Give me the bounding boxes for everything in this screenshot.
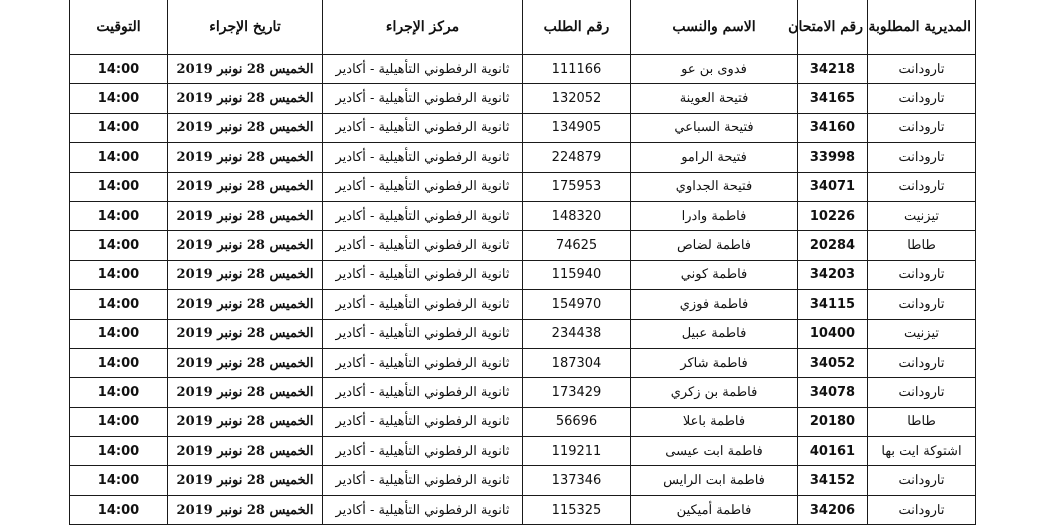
cell-directorate: تارودانت <box>868 378 976 407</box>
cell-center: ثانوية الرفطوني التأهيلية - أكادير <box>323 55 523 84</box>
cell-center: ثانوية الرفطوني التأهيلية - أكادير <box>323 466 523 495</box>
cell-date: الخميس 28 نونبر 2019 <box>168 407 323 436</box>
cell-name: فاطمة ابت الرايس <box>631 466 798 495</box>
cell-center: ثانوية الرفطوني التأهيلية - أكادير <box>323 495 523 524</box>
cell-directorate: تارودانت <box>868 260 976 289</box>
cell-exam-no: 34206 <box>798 495 868 524</box>
cell-directorate: تارودانت <box>868 55 976 84</box>
cell-date: الخميس 28 نونبر 2019 <box>168 466 323 495</box>
cell-request-no: 137346 <box>523 466 631 495</box>
cell-date: الخميس 28 نونبر 2019 <box>168 348 323 377</box>
cell-exam-no: 40161 <box>798 437 868 466</box>
cell-date: الخميس 28 نونبر 2019 <box>168 319 323 348</box>
cell-name: فاطمة شاكر <box>631 348 798 377</box>
header-exam-no: رقم الامتحان <box>798 0 868 55</box>
cell-exam-no: 34052 <box>798 348 868 377</box>
table-row <box>70 201 976 230</box>
cell-exam-no: 34078 <box>798 378 868 407</box>
cell-request-no: 111166 <box>523 55 631 84</box>
cell-date: الخميس 28 نونبر 2019 <box>168 290 323 319</box>
cell-time: 14:00 <box>70 231 168 260</box>
cell-time: 14:00 <box>70 466 168 495</box>
table-row <box>70 143 976 172</box>
cell-date: الخميس 28 نونبر 2019 <box>168 143 323 172</box>
table-row <box>70 260 976 289</box>
table-row <box>70 466 976 495</box>
header-center: مركز الإجراء <box>323 0 523 55</box>
cell-time: 14:00 <box>70 113 168 142</box>
cell-request-no: 173429 <box>523 378 631 407</box>
cell-request-no: 74625 <box>523 231 631 260</box>
cell-center: ثانوية الرفطوني التأهيلية - أكادير <box>323 260 523 289</box>
cell-center: ثانوية الرفطوني التأهيلية - أكادير <box>323 378 523 407</box>
table-row <box>70 495 976 524</box>
cell-name: فاطمة ابت عيسى <box>631 437 798 466</box>
cell-name: فاطمة عبيل <box>631 319 798 348</box>
cell-name: فاطمة أميكين <box>631 495 798 524</box>
cell-request-no: 115940 <box>523 260 631 289</box>
cell-date: الخميس 28 نونبر 2019 <box>168 495 323 524</box>
cell-center: ثانوية الرفطوني التأهيلية - أكادير <box>323 319 523 348</box>
cell-center: ثانوية الرفطوني التأهيلية - أكادير <box>323 84 523 113</box>
table-row <box>70 172 976 201</box>
cell-name: فتيحة الرامو <box>631 143 798 172</box>
cell-exam-no: 34160 <box>798 113 868 142</box>
cell-name: فاطمة لضاص <box>631 231 798 260</box>
cell-center: ثانوية الرفطوني التأهيلية - أكادير <box>323 143 523 172</box>
cell-time: 14:00 <box>70 201 168 230</box>
cell-directorate: تارودانت <box>868 290 976 319</box>
cell-directorate: تيزنيت <box>868 319 976 348</box>
cell-center: ثانوية الرفطوني التأهيلية - أكادير <box>323 290 523 319</box>
cell-name: فاطمة وادرا <box>631 201 798 230</box>
cell-request-no: 187304 <box>523 348 631 377</box>
cell-directorate: تارودانت <box>868 495 976 524</box>
cell-time: 14:00 <box>70 348 168 377</box>
cell-time: 14:00 <box>70 378 168 407</box>
cell-time: 14:00 <box>70 319 168 348</box>
cell-name: فاطمة بن زكري <box>631 378 798 407</box>
cell-exam-no: 10400 <box>798 319 868 348</box>
cell-center: ثانوية الرفطوني التأهيلية - أكادير <box>323 407 523 436</box>
cell-time: 14:00 <box>70 437 168 466</box>
cell-directorate: تارودانت <box>868 143 976 172</box>
cell-date: الخميس 28 نونبر 2019 <box>168 231 323 260</box>
cell-directorate: تارودانت <box>868 466 976 495</box>
cell-time: 14:00 <box>70 290 168 319</box>
cell-name: فتيحة الجداوي <box>631 172 798 201</box>
cell-date: الخميس 28 نونبر 2019 <box>168 84 323 113</box>
cell-date: الخميس 28 نونبر 2019 <box>168 437 323 466</box>
header-directorate: المديرية المطلوبة <box>868 0 976 55</box>
header-time: التوقيت <box>70 0 168 55</box>
cell-directorate: اشتوكة ايت بها <box>868 437 976 466</box>
table-row <box>70 113 976 142</box>
cell-request-no: 175953 <box>523 172 631 201</box>
header-name: الاسم والنسب <box>631 0 798 55</box>
cell-name: فتيحة العوينة <box>631 84 798 113</box>
table-body <box>70 55 976 525</box>
table-row <box>70 231 976 260</box>
cell-center: ثانوية الرفطوني التأهيلية - أكادير <box>323 348 523 377</box>
cell-directorate: تارودانت <box>868 172 976 201</box>
cell-center: ثانوية الرفطوني التأهيلية - أكادير <box>323 201 523 230</box>
cell-directorate: طاطا <box>868 231 976 260</box>
table-row <box>70 84 976 113</box>
candidates-table <box>69 0 976 525</box>
cell-directorate: تارودانت <box>868 84 976 113</box>
cell-time: 14:00 <box>70 84 168 113</box>
table-row <box>70 55 976 84</box>
cell-date: الخميس 28 نونبر 2019 <box>168 113 323 142</box>
candidates-table-page <box>69 0 975 525</box>
cell-exam-no: 20284 <box>798 231 868 260</box>
table-row <box>70 437 976 466</box>
cell-exam-no: 34115 <box>798 290 868 319</box>
cell-directorate: طاطا <box>868 407 976 436</box>
cell-name: فتيحة السباعي <box>631 113 798 142</box>
cell-center: ثانوية الرفطوني التأهيلية - أكادير <box>323 231 523 260</box>
cell-exam-no: 20180 <box>798 407 868 436</box>
cell-date: الخميس 28 نونبر 2019 <box>168 201 323 230</box>
cell-directorate: تارودانت <box>868 348 976 377</box>
cell-name: فاطمة باعلا <box>631 407 798 436</box>
cell-date: الخميس 28 نونبر 2019 <box>168 172 323 201</box>
table-row <box>70 378 976 407</box>
cell-request-no: 224879 <box>523 143 631 172</box>
cell-exam-no: 10226 <box>798 201 868 230</box>
cell-time: 14:00 <box>70 260 168 289</box>
cell-exam-no: 34203 <box>798 260 868 289</box>
cell-request-no: 148320 <box>523 201 631 230</box>
cell-time: 14:00 <box>70 495 168 524</box>
cell-request-no: 56696 <box>523 407 631 436</box>
cell-date: الخميس 28 نونبر 2019 <box>168 55 323 84</box>
table-row <box>70 319 976 348</box>
cell-request-no: 234438 <box>523 319 631 348</box>
cell-exam-no: 34071 <box>798 172 868 201</box>
table-row <box>70 348 976 377</box>
cell-time: 14:00 <box>70 407 168 436</box>
cell-request-no: 154970 <box>523 290 631 319</box>
cell-center: ثانوية الرفطوني التأهيلية - أكادير <box>323 113 523 142</box>
cell-center: ثانوية الرفطوني التأهيلية - أكادير <box>323 437 523 466</box>
cell-time: 14:00 <box>70 143 168 172</box>
table-header-row <box>70 0 976 55</box>
header-request-no: رقم الطلب <box>523 0 631 55</box>
cell-request-no: 134905 <box>523 113 631 142</box>
cell-time: 14:00 <box>70 55 168 84</box>
cell-request-no: 115325 <box>523 495 631 524</box>
cell-exam-no: 34165 <box>798 84 868 113</box>
cell-center: ثانوية الرفطوني التأهيلية - أكادير <box>323 172 523 201</box>
cell-exam-no: 33998 <box>798 143 868 172</box>
cell-name: فدوى بن عو <box>631 55 798 84</box>
cell-date: الخميس 28 نونبر 2019 <box>168 260 323 289</box>
cell-request-no: 132052 <box>523 84 631 113</box>
cell-request-no: 119211 <box>523 437 631 466</box>
cell-directorate: تيزنيت <box>868 201 976 230</box>
header-date: تاريخ الإجراء <box>168 0 323 55</box>
cell-exam-no: 34152 <box>798 466 868 495</box>
table-row <box>70 290 976 319</box>
cell-time: 14:00 <box>70 172 168 201</box>
table-row <box>70 407 976 436</box>
cell-date: الخميس 28 نونبر 2019 <box>168 378 323 407</box>
cell-name: فاطمة كوني <box>631 260 798 289</box>
cell-directorate: تارودانت <box>868 113 976 142</box>
cell-name: فاطمة فوزي <box>631 290 798 319</box>
cell-exam-no: 34218 <box>798 55 868 84</box>
